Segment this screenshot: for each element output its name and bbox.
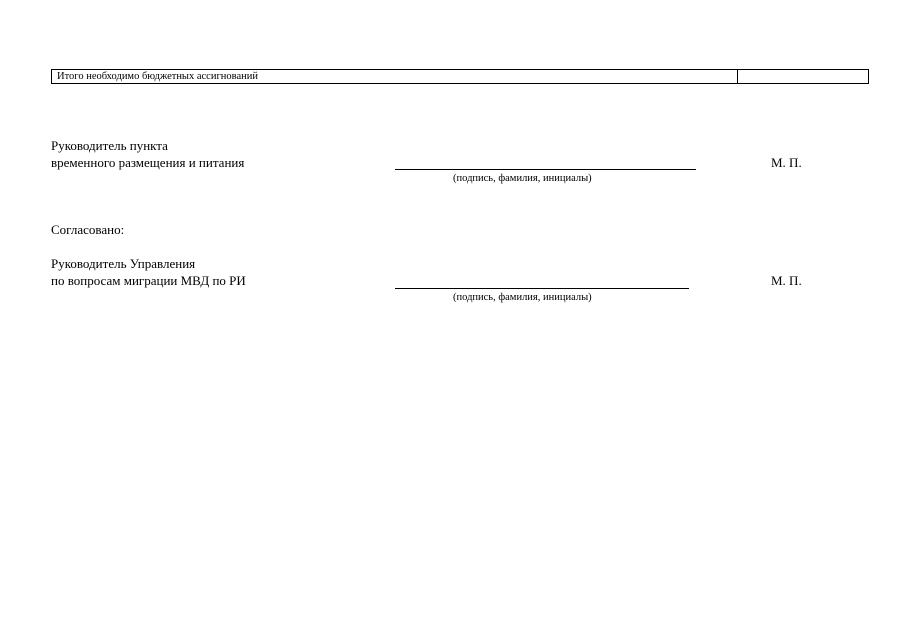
- head-signature-line: [395, 169, 696, 170]
- migration-stamp-place: М. П.: [771, 273, 802, 288]
- head-signature-caption: (подпись, фамилия, инициалы): [453, 173, 592, 184]
- head-title-line2: временного размещения и питания: [51, 155, 245, 170]
- total-appropriations-row: [51, 69, 869, 84]
- migration-signature-line: [395, 288, 689, 289]
- head-stamp-place: М. П.: [771, 155, 802, 170]
- head-title-line1: Руководитель пункта: [51, 138, 168, 153]
- total-appropriations-value: [738, 70, 868, 83]
- total-appropriations-label: Итого необходимо бюджетных ассигнований: [52, 70, 738, 83]
- migration-title-line2: по вопросам миграции МВД по РИ: [51, 273, 246, 288]
- migration-signature-caption: (подпись, фамилия, инициалы): [453, 292, 592, 303]
- approval-heading: Согласовано:: [51, 222, 125, 237]
- migration-title-line1: Руководитель Управления: [51, 256, 196, 271]
